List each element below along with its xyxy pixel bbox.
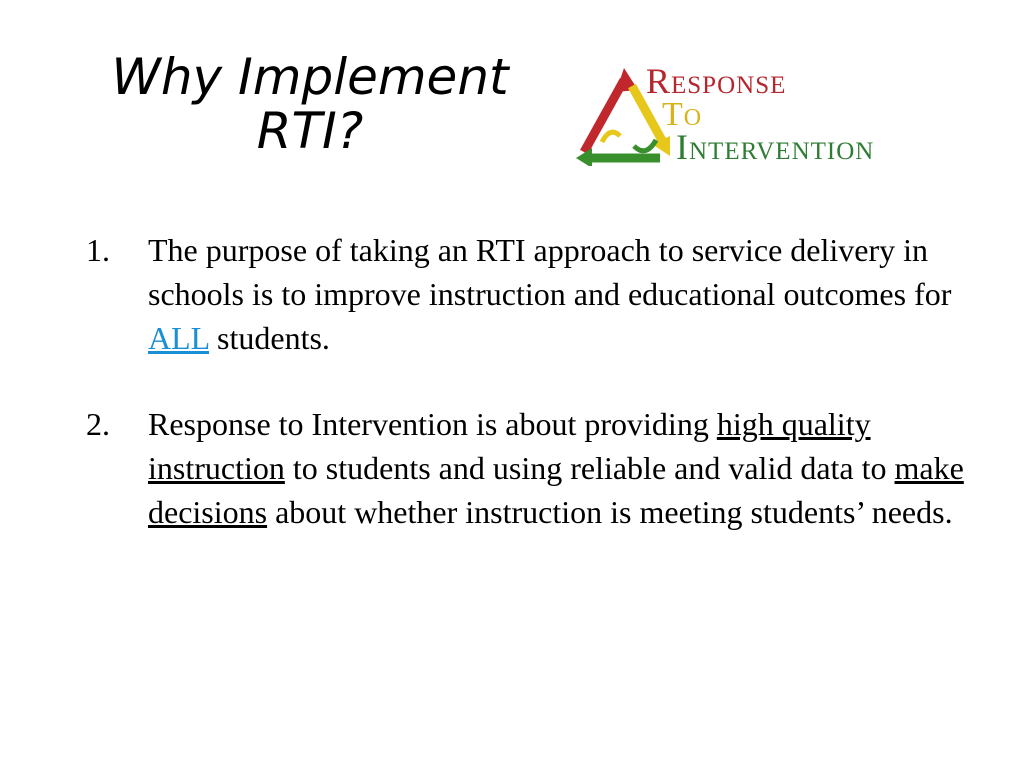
high-quality-instruction-emphasis: high quality instruction bbox=[148, 406, 871, 486]
logo-word-to: To bbox=[662, 96, 703, 133]
logo-green-loop bbox=[634, 140, 656, 151]
list-item bbox=[86, 228, 966, 360]
slide-title bbox=[80, 50, 540, 158]
logo-word-intervention: Intervention bbox=[676, 127, 875, 167]
list-number: 1. bbox=[86, 232, 110, 268]
item1-text-before: The purpose of taking an RTI approach to service delivery in schools is to improve instruction and educational outcomes for bbox=[148, 232, 952, 312]
make-decisions-emphasis: make decisions bbox=[148, 450, 964, 530]
item1-text-after: students. bbox=[209, 320, 330, 356]
item2-text-middle: to students and using reliable and valid data to bbox=[284, 450, 895, 486]
logo-yellow-loop bbox=[602, 132, 620, 142]
item2-text-before: Response to Intervention is about providing bbox=[148, 406, 717, 442]
list-number: 2. bbox=[86, 406, 110, 442]
list-item-text bbox=[148, 402, 966, 534]
rti-logo bbox=[572, 61, 952, 167]
title-line-1: Why Implement bbox=[111, 48, 509, 106]
numbered-list bbox=[86, 228, 966, 534]
logo-word-response: Response bbox=[646, 61, 787, 101]
all-link[interactable]: ALL bbox=[148, 320, 210, 356]
item2-text-after: about whether instruction is meeting students’ needs. bbox=[267, 494, 953, 530]
list-item-text bbox=[148, 228, 966, 360]
list-item bbox=[86, 402, 966, 534]
title-line-2: RTI? bbox=[256, 102, 364, 160]
